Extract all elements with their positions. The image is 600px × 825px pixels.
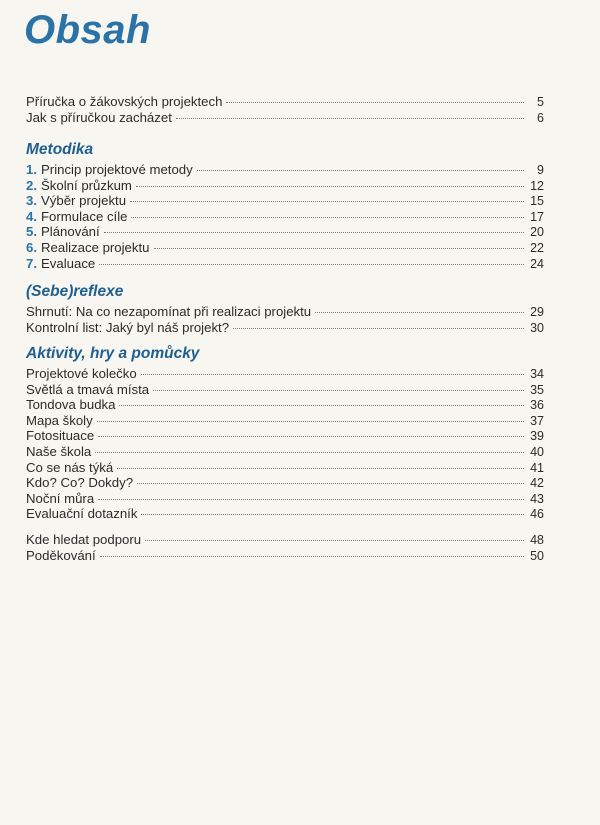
toc-entry-number: 3. xyxy=(26,193,37,209)
toc-entry-page: 29 xyxy=(530,305,544,319)
toc-entry-page: 15 xyxy=(530,194,544,209)
toc-entry-label: Kdo? Co? Dokdy? xyxy=(26,475,134,491)
toc-entry[interactable] xyxy=(26,304,544,320)
toc-entry-label: Fotosituace xyxy=(26,428,95,444)
toc-entry-page: 42 xyxy=(530,476,544,491)
sebereflexe-section xyxy=(26,282,544,335)
toc-entry[interactable] xyxy=(26,224,544,240)
toc-entry-label: Projektové kolečko xyxy=(26,366,137,381)
toc-entry-label: Tondova budka xyxy=(26,397,116,413)
dot-leader xyxy=(104,232,524,233)
toc-entry-label: Princip projektové metody xyxy=(41,162,193,177)
toc-entry-page: 5 xyxy=(537,95,544,109)
metodika-section xyxy=(26,140,544,271)
dot-leader xyxy=(131,217,524,218)
dot-leader xyxy=(119,405,524,406)
toc-entry[interactable] xyxy=(26,382,544,398)
toc-entry[interactable] xyxy=(26,193,544,209)
dot-leader xyxy=(141,374,524,375)
dot-leader xyxy=(130,201,524,202)
toc-entry[interactable] xyxy=(26,256,544,272)
toc-entry-label: Evaluace xyxy=(41,255,96,271)
toc-entry-page: 43 xyxy=(530,491,544,506)
toc-entry-page: 36 xyxy=(530,398,544,413)
toc-entry[interactable] xyxy=(26,366,544,382)
toc-entry[interactable] xyxy=(26,178,544,194)
toc-entry[interactable] xyxy=(26,532,544,548)
toc-entry-label: Naše škola xyxy=(26,443,92,459)
toc-entry[interactable] xyxy=(26,413,544,429)
dot-leader xyxy=(154,248,525,249)
toc-entry[interactable] xyxy=(26,162,544,178)
toc-entry-label: Jak s příručkou zacházet xyxy=(26,109,172,125)
dot-leader xyxy=(98,499,524,500)
toc-entry[interactable] xyxy=(26,110,544,126)
toc-entry-label: Světlá a tmavá místa xyxy=(26,381,150,397)
toc-entry[interactable] xyxy=(26,444,544,460)
aktivity-section xyxy=(26,344,544,522)
toc-entry-label: Mapa školy xyxy=(26,412,93,428)
toc-entry[interactable] xyxy=(26,209,544,225)
dot-leader xyxy=(141,514,524,515)
dot-leader xyxy=(98,436,524,437)
toc-entry[interactable] xyxy=(26,506,544,522)
dot-leader xyxy=(233,328,524,329)
toc-entry-label: Kde hledat podporu xyxy=(26,532,142,547)
toc-entry[interactable] xyxy=(26,397,544,413)
toc-entry-page: 35 xyxy=(530,382,544,397)
toc-entry-page: 12 xyxy=(530,178,544,193)
toc-entry-label: Plánování xyxy=(41,224,100,240)
toc-entry[interactable] xyxy=(26,320,544,336)
dot-leader xyxy=(226,102,524,103)
toc-entry[interactable] xyxy=(26,475,544,491)
toc-entry-number: 4. xyxy=(26,208,37,224)
toc-entry[interactable] xyxy=(26,240,544,256)
intro-section xyxy=(26,94,544,125)
toc-entry[interactable] xyxy=(26,94,544,110)
toc-entry-page: 50 xyxy=(530,548,544,563)
toc-entry-number: 5. xyxy=(26,224,37,240)
toc-entry-number: 1. xyxy=(26,162,37,177)
toc-entry-page: 40 xyxy=(530,444,544,459)
toc-entry-label: Poděkování xyxy=(26,547,96,563)
outro-section xyxy=(26,532,544,563)
toc-entry-page: 39 xyxy=(530,429,544,444)
section-heading: (Sebe)reflexe xyxy=(26,283,124,300)
dot-leader xyxy=(315,312,524,313)
toc-entry[interactable] xyxy=(26,428,544,444)
dot-leader xyxy=(176,118,524,119)
dot-leader xyxy=(153,390,524,391)
toc-entry-page: 41 xyxy=(530,460,544,475)
toc-entry-page: 34 xyxy=(530,367,544,381)
toc-entry-page: 37 xyxy=(530,413,544,428)
toc-entry-page: 48 xyxy=(530,533,544,547)
dot-leader xyxy=(99,264,524,265)
toc-entry-label: Realizace projektu xyxy=(41,239,150,255)
toc-entry-label: Shrnutí: Na co nezapomínat při realizaci projektu xyxy=(26,304,312,319)
toc-entry[interactable] xyxy=(26,548,544,564)
toc-entry-number: 2. xyxy=(26,177,37,193)
dot-leader xyxy=(117,468,524,469)
toc-entry-page: 30 xyxy=(530,320,544,335)
toc-entry-page: 20 xyxy=(530,225,544,240)
toc-entry-page: 24 xyxy=(530,256,544,271)
toc-entry-page: 9 xyxy=(537,163,544,177)
toc-entry-label: Noční můra xyxy=(26,490,95,506)
toc-entry-label: Školní průzkum xyxy=(41,177,132,193)
toc-entry-label: Evaluační dotazník xyxy=(26,506,138,522)
section-heading: Metodika xyxy=(26,141,94,158)
toc-entry-label: Kontrolní list: Jaký byl náš projekt? xyxy=(26,319,230,335)
page-title: Obsah xyxy=(24,8,151,52)
toc-entry-number: 6. xyxy=(26,239,37,255)
dot-leader xyxy=(145,540,524,541)
dot-leader xyxy=(197,170,524,171)
dot-leader xyxy=(95,452,524,453)
toc-entry[interactable] xyxy=(26,460,544,476)
toc-entry[interactable] xyxy=(26,491,544,507)
dot-leader xyxy=(97,421,524,422)
section-heading: Aktivity, hry a pomůcky xyxy=(26,345,200,362)
toc-entry-page: 46 xyxy=(530,507,544,522)
dot-leader xyxy=(136,186,524,187)
toc-entry-number: 7. xyxy=(26,255,37,271)
toc-entry-page: 6 xyxy=(537,110,544,125)
toc-entry-page: 22 xyxy=(530,240,544,255)
toc-entry-label: Formulace cíle xyxy=(41,208,128,224)
toc-entry-page: 17 xyxy=(530,209,544,224)
toc-entry-label: Výběr projektu xyxy=(41,193,127,209)
toc-entry-label: Co se nás týká xyxy=(26,459,114,475)
dot-leader xyxy=(100,556,524,557)
dot-leader xyxy=(137,483,524,484)
toc-entry-label: Příručka o žákovských projektech xyxy=(26,94,223,109)
